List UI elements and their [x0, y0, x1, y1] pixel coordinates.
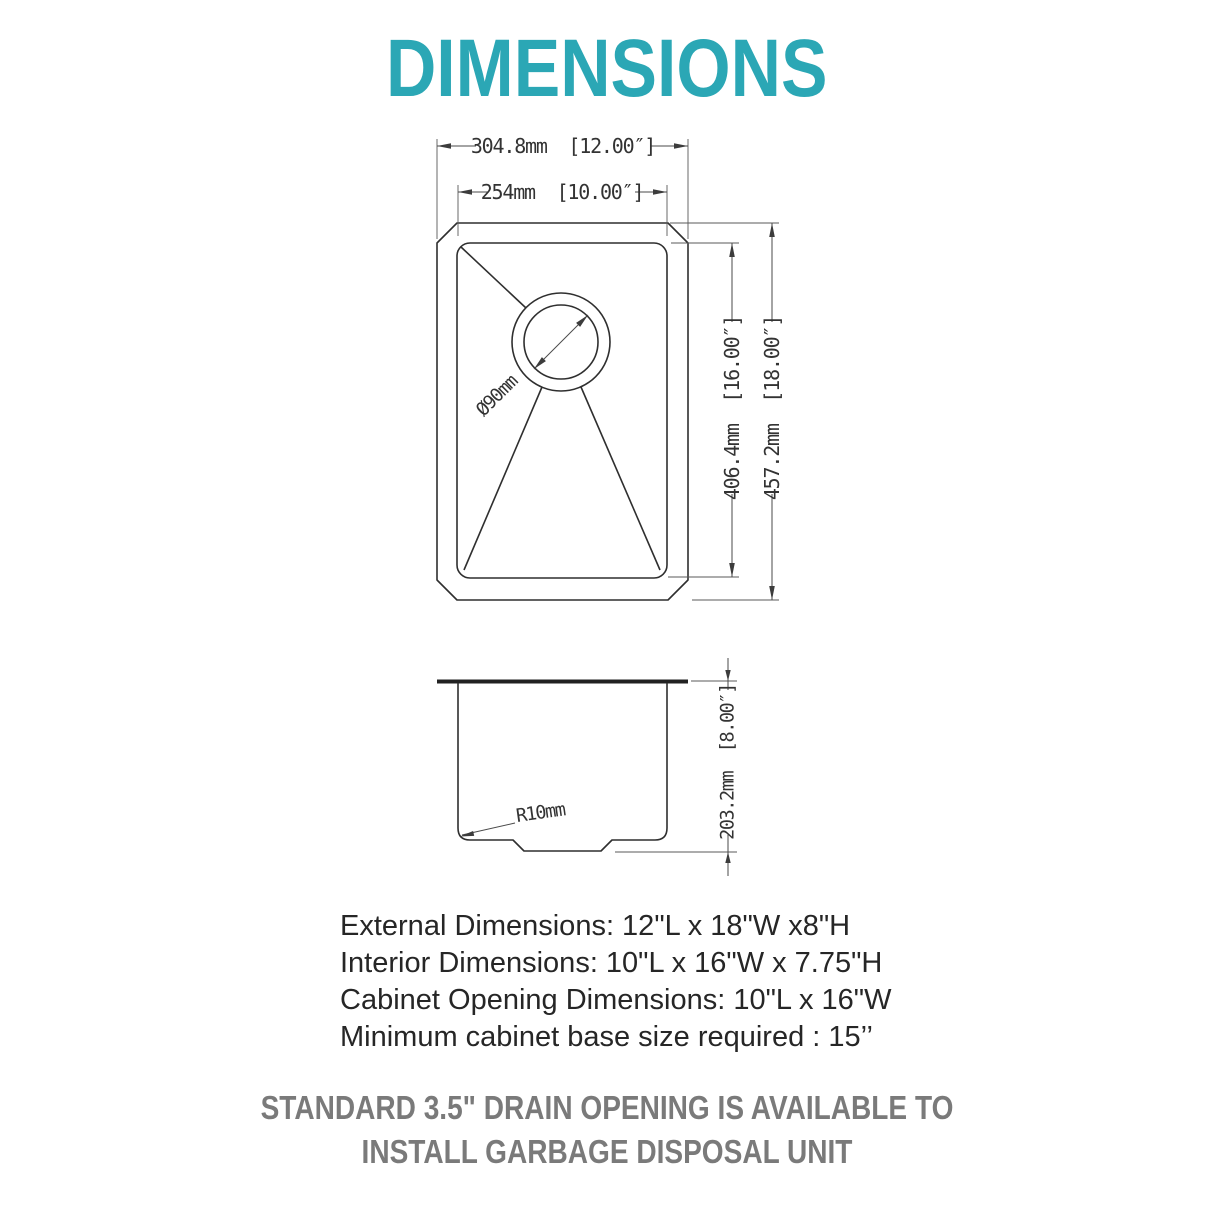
top-view	[437, 134, 784, 600]
spec-cabinet-opening: Cabinet Opening Dimensions: 10"L x 16"W	[340, 984, 892, 1016]
outer-height-label: 457.2mm [18.00″]	[760, 315, 784, 501]
inner-height-label: 406.4mm [16.00″]	[720, 315, 744, 501]
drain-note-line1: STANDARD 3.5" DRAIN OPENING IS AVAILABLE TO	[260, 1089, 954, 1126]
drain-diameter-label: Ø90mm	[472, 371, 522, 421]
page-title-text: DIMENSIONS	[386, 23, 828, 114]
dim-depth	[615, 658, 739, 876]
drain-note-line2: INSTALL GARBAGE DISPOSAL UNIT	[361, 1133, 853, 1170]
spec-min-cabinet-base: Minimum cabinet base size required : 15’’	[340, 1021, 874, 1053]
dim-inner-height	[668, 243, 744, 577]
dim-drain-diameter	[472, 315, 588, 421]
bowl-crease-topleft	[461, 247, 526, 308]
inner-width-label: 254mm [10.00″]	[480, 180, 644, 204]
bowl-crease-bottomright	[581, 387, 660, 570]
side-bowl-profile	[458, 683, 667, 851]
dim-inner-width	[458, 180, 667, 236]
spec-interior-dimensions: Interior Dimensions: 10"L x 16"W x 7.75"H	[340, 947, 883, 979]
outer-width-label: 304.8mm [12.00″]	[470, 134, 656, 158]
depth-label: 203.2mm [8.00″]	[717, 684, 739, 840]
spec-list	[340, 908, 891, 1056]
dim-corner-radius	[460, 799, 567, 836]
drain-note	[91, 1086, 1123, 1174]
side-view	[437, 658, 739, 876]
spec-external-dimensions: External Dimensions: 12"L x 18"W x8"H	[340, 910, 851, 942]
corner-radius-label: R10mm	[514, 799, 566, 827]
bowl-crease-bottomleft	[464, 387, 542, 570]
side-rim-line	[437, 680, 688, 684]
